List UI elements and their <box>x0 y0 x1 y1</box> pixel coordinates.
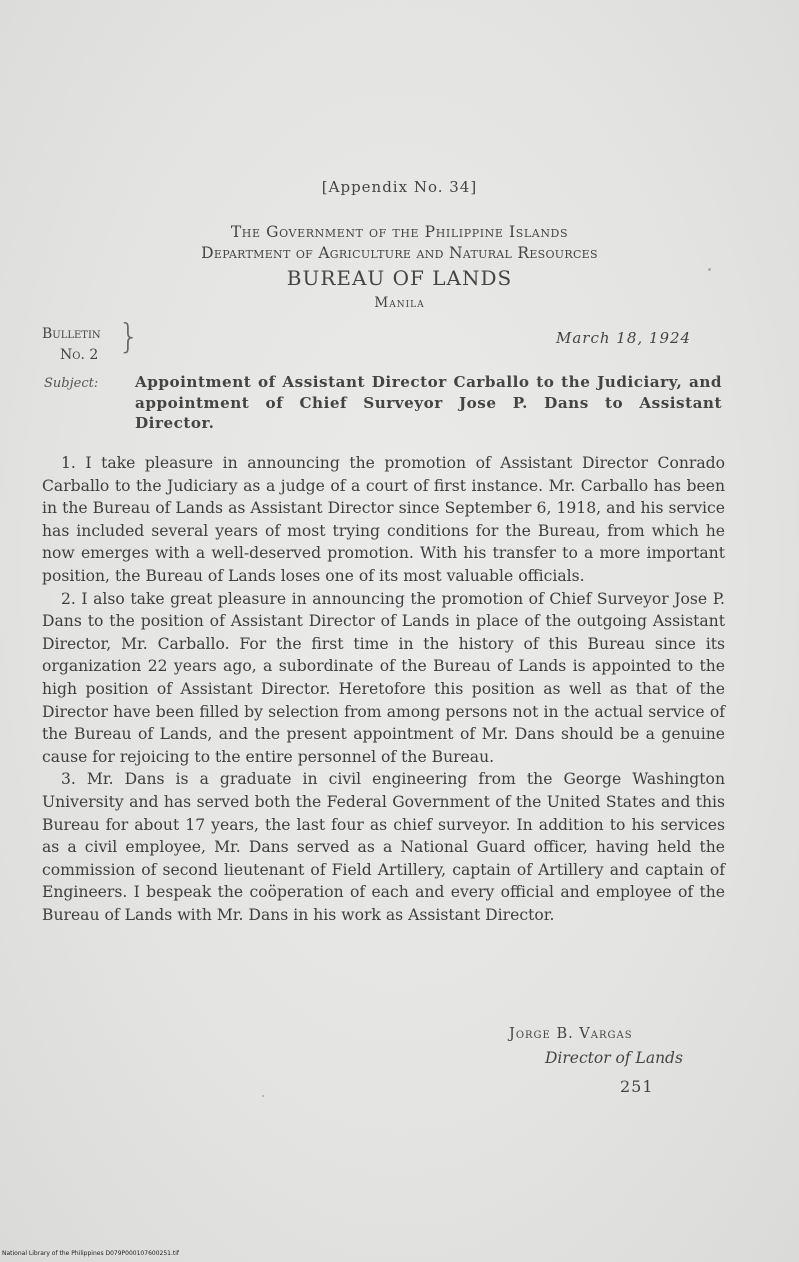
paper-speck <box>262 1095 264 1097</box>
appendix-label: [Appendix No. 34] <box>321 178 478 196</box>
bulletin-label: Bulletin <box>42 326 101 342</box>
signature-name: Jorge B. Vargas <box>509 1026 633 1042</box>
department-heading: Department of Agriculture and Natural Resources <box>201 244 598 262</box>
city-heading: Manila <box>374 295 425 311</box>
paragraph-2: 2. I also take great pleasure in announcing the promotion of Chief Surveyor Jose P. Dans to the position of Assistant Director of Lands in place of the outgoing Assistant Director, Mr. Carballo. For the first time in the history of this Bureau since its organization 22 years ago, a subordinate of the Bureau of Lands is appointed to the high position of Assistant Director. Heretofore this position as well as that of the Director have been filled by selection from among persons not in the actual service of the Bureau of Lands, and the present appointment of Mr. Dans should be a genuine cause for rejoicing to the entire personnel of the Bureau. <box>42 589 725 766</box>
scan-footer: National Library of the Philippines D079P000107600251.tif <box>2 1250 180 1257</box>
signature-title: Director of Lands <box>545 1049 683 1067</box>
bureau-heading: BUREAU OF LANDS <box>286 266 513 290</box>
brace-icon: } <box>118 317 140 357</box>
bulletin-date: March 18, 1924 <box>556 329 692 347</box>
subject-label: Subject: <box>44 376 99 391</box>
bulletin-number: No. 2 <box>60 347 99 363</box>
paper-speck <box>708 268 711 271</box>
bulletin-label-block <box>42 326 101 368</box>
paragraph-1: 1. I take pleasure in announcing the promotion of Assistant Director Conrado Carballo to the Judiciary as a judge of a court of first instance. Mr. Carballo has been in the Bureau of Lands as Assistant Director since September 6, 1918, and his service has included several years of most trying conditions for the Bureau, from which he now emerges with a well-deserved promotion. With his transfer to a more important position, the Bureau of Lands loses one of its most valuable officials. <box>42 454 725 585</box>
subject-text: Appointment of Assistant Director Carballo to the Judiciary, and appointment of Chief Surveyor Jose P. Dans to Assistant Director. <box>135 373 722 432</box>
page-number: 251 <box>620 1077 654 1096</box>
paragraph-3: 3. Mr. Dans is a graduate in civil engineering from the George Washington University and has served both the Federal Government of the United States and this Bureau for about 17 years, the last four as chief surveyor. In addition to his services as a civil employee, Mr. Dans served as a National Guard officer, having held the commission of second lieutenant of Field Artillery, captain of Artillery and captain of Engineers. I bespeak the coöperation of each and every official and employee of the Bureau of Lands with Mr. Dans in his work as Assistant Director. <box>42 770 725 924</box>
government-heading: The Government of the Philippine Islands <box>230 223 569 241</box>
body-text <box>42 452 725 926</box>
